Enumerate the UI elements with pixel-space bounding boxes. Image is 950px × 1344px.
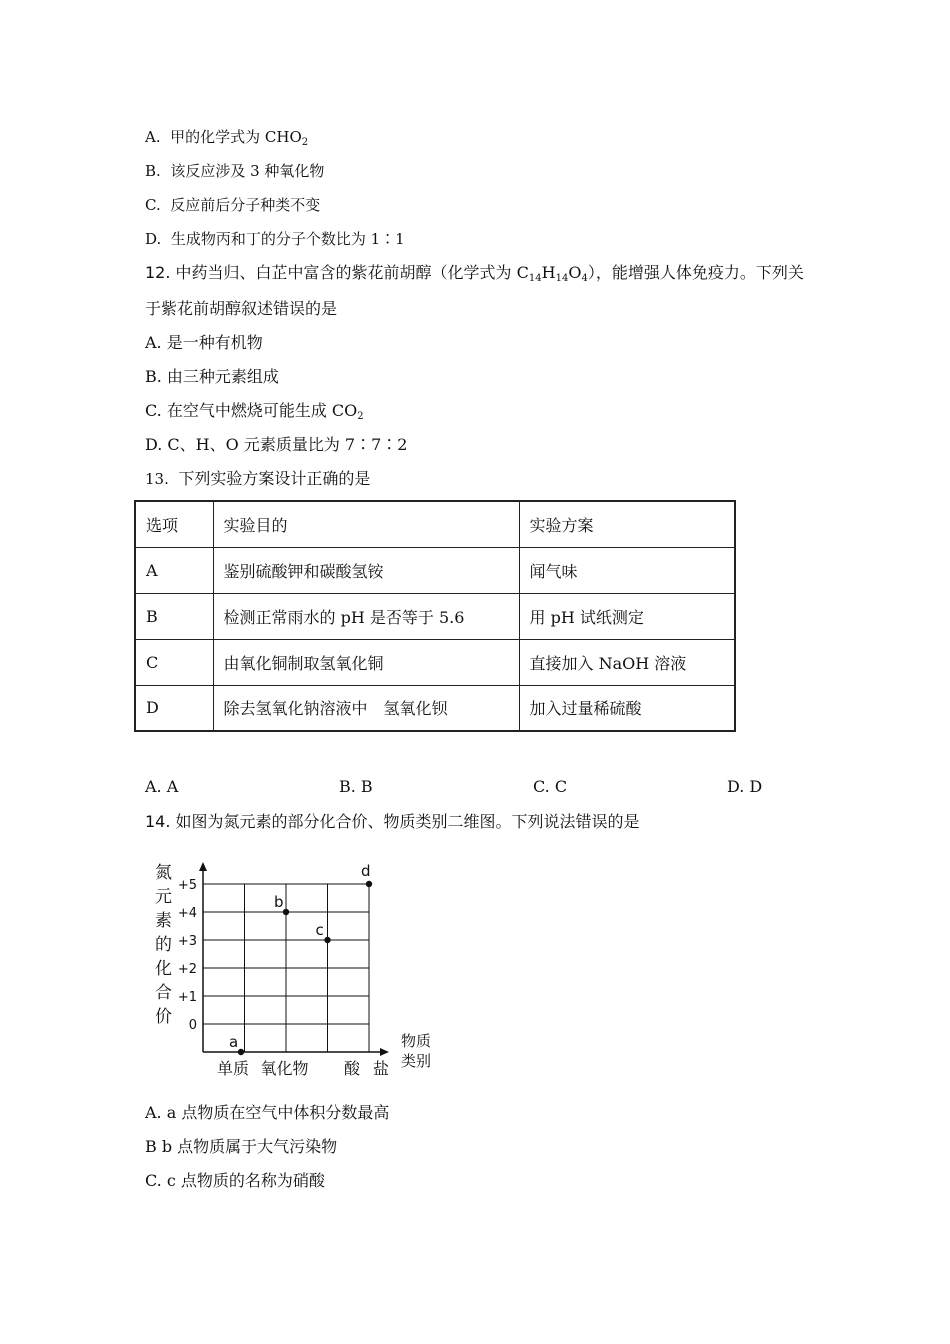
point-a — [238, 1049, 244, 1055]
x-axis-arrow-icon — [380, 1048, 389, 1056]
q12-option-b: B. 由三种元素组成 — [145, 367, 279, 386]
table-cell: 除去氢氧化钠溶液中 氢氧化钡 — [213, 685, 519, 731]
stem-text: 中药当归、白芷中富含的紫花前胡醇（化学式为 C — [175, 263, 529, 282]
y-tick-labels — [178, 878, 197, 1033]
subscript: 2 — [301, 137, 309, 148]
question-number: 13. — [145, 470, 169, 488]
q12-option-c — [145, 400, 364, 422]
experiment-table — [134, 500, 736, 732]
table-cell: D — [135, 685, 213, 731]
table-cell: C — [135, 639, 213, 685]
point-label-c: c — [315, 921, 324, 939]
header-cell: 实验目的 — [213, 501, 519, 547]
point-label-b: b — [274, 893, 284, 911]
q12-option-a: A. 是一种有机物 — [145, 333, 263, 352]
y-axis-label-char: 元 — [155, 887, 172, 907]
table-cell: 由氧化铜制取氢氧化铜 — [213, 639, 519, 685]
y-tick-label: +2 — [177, 962, 197, 977]
x-tick-label: 氧化物 — [260, 1059, 309, 1078]
subscript: 14 — [528, 273, 542, 284]
table-row — [135, 685, 735, 731]
option-text: C. 在空气中燃烧可能生成 CO — [145, 401, 358, 420]
table-header-row — [135, 501, 735, 547]
y-axis-arrow-icon — [199, 862, 207, 871]
y-axis-label-char: 氮 — [155, 863, 172, 883]
y-tick-label: 0 — [188, 1018, 197, 1033]
q11-option-a — [145, 126, 308, 148]
q13-answer-a: A. A — [145, 777, 179, 796]
data-points — [229, 862, 372, 1055]
x-tick-labels — [217, 1059, 389, 1078]
point-label-d: d — [361, 862, 371, 880]
q13-answer-c: C. C — [533, 777, 568, 796]
q12-stem-line1 — [145, 262, 804, 284]
stem-text: 下列实验方案设计正确的是 — [178, 469, 371, 488]
x-tick-label: 酸 — [343, 1059, 361, 1078]
table-cell: 检测正常雨水的 pH 是否等于 5.6 — [213, 593, 519, 639]
table-cell: B — [135, 593, 213, 639]
header-cell: 实验方案 — [519, 501, 735, 547]
point-c — [324, 937, 330, 943]
x-tick-label: 单质 — [216, 1059, 250, 1078]
subscript: 4 — [581, 273, 588, 284]
q14-option-b: B b 点物质属于大气污染物 — [145, 1137, 338, 1156]
q11-option-b — [145, 160, 324, 182]
q11-option-d — [145, 228, 405, 250]
q13-answer-d: D. D — [727, 777, 763, 796]
subscript: 14 — [555, 273, 569, 284]
stem-text: 如图为氮元素的部分化合价、物质类别二维图。下列说法错误的是 — [175, 812, 640, 831]
option-text: 生成物丙和丁的分子个数比为 1∶1 — [170, 230, 405, 248]
q13-answer-b: B. B — [339, 777, 373, 796]
point-d — [366, 881, 372, 887]
y-tick-label: +4 — [177, 906, 197, 921]
y-axis-label-char: 素 — [155, 911, 172, 931]
header-cell: 选项 — [135, 501, 213, 547]
q13-stem — [145, 468, 370, 490]
table-cell: 用 pH 试纸测定 — [519, 593, 735, 639]
option-label: C. — [145, 196, 161, 214]
x-axis-label-line1: 物质 — [401, 1032, 432, 1050]
q14-option-a: A. a 点物质在空气中体积分数最高 — [145, 1103, 390, 1122]
option-text: 甲的化学式为 CHO — [170, 128, 302, 146]
q14-stem — [145, 811, 640, 833]
y-tick-label: +5 — [177, 878, 197, 893]
subscript: 2 — [357, 411, 364, 422]
table-cell: 加入过量稀硫酸 — [519, 685, 735, 731]
table-cell: 直接加入 NaOH 溶液 — [519, 639, 735, 685]
q12-stem-line2: 于紫花前胡醇叙述错误的是 — [145, 299, 338, 318]
table-row — [135, 639, 735, 685]
y-axis-label-char: 化 — [155, 959, 172, 979]
table-cell: A — [135, 547, 213, 593]
y-axis-label-char: 合 — [155, 983, 172, 1003]
option-label: A. — [145, 128, 161, 146]
option-text: 该反应涉及 3 种氧化物 — [170, 162, 325, 180]
x-tick-label: 盐 — [372, 1059, 390, 1078]
q11-option-c — [145, 194, 320, 216]
point-b — [283, 909, 289, 915]
table-cell: 闻气味 — [519, 547, 735, 593]
stem-text: H — [541, 263, 556, 282]
point-label-a: a — [229, 1033, 239, 1051]
y-axis-label-char: 的 — [155, 935, 172, 955]
table-cell: 鉴别硫酸钾和碳酸氢铵 — [213, 547, 519, 593]
q14-option-c: C. c 点物质的名称为硝酸 — [145, 1171, 325, 1190]
stem-text: ），能增强人体免疫力。下列关 — [587, 263, 804, 282]
table-row — [135, 593, 735, 639]
nitrogen-valence-chart — [145, 856, 455, 1088]
y-tick-label: +3 — [177, 934, 197, 949]
option-label: D. — [145, 230, 162, 248]
option-label: B. — [145, 162, 161, 180]
x-axis-label-line2: 类别 — [401, 1052, 432, 1070]
question-number: 14. — [145, 812, 171, 831]
y-axis-label — [155, 863, 172, 1027]
y-tick-label: +1 — [177, 990, 197, 1005]
stem-text: O — [568, 263, 582, 282]
q12-option-d: D. C、H、O 元素质量比为 7∶7∶2 — [145, 435, 408, 454]
y-axis-label-char: 价 — [155, 1007, 172, 1027]
option-text: 反应前后分子种类不变 — [170, 196, 321, 214]
table-row — [135, 547, 735, 593]
question-number: 12. — [145, 263, 171, 282]
